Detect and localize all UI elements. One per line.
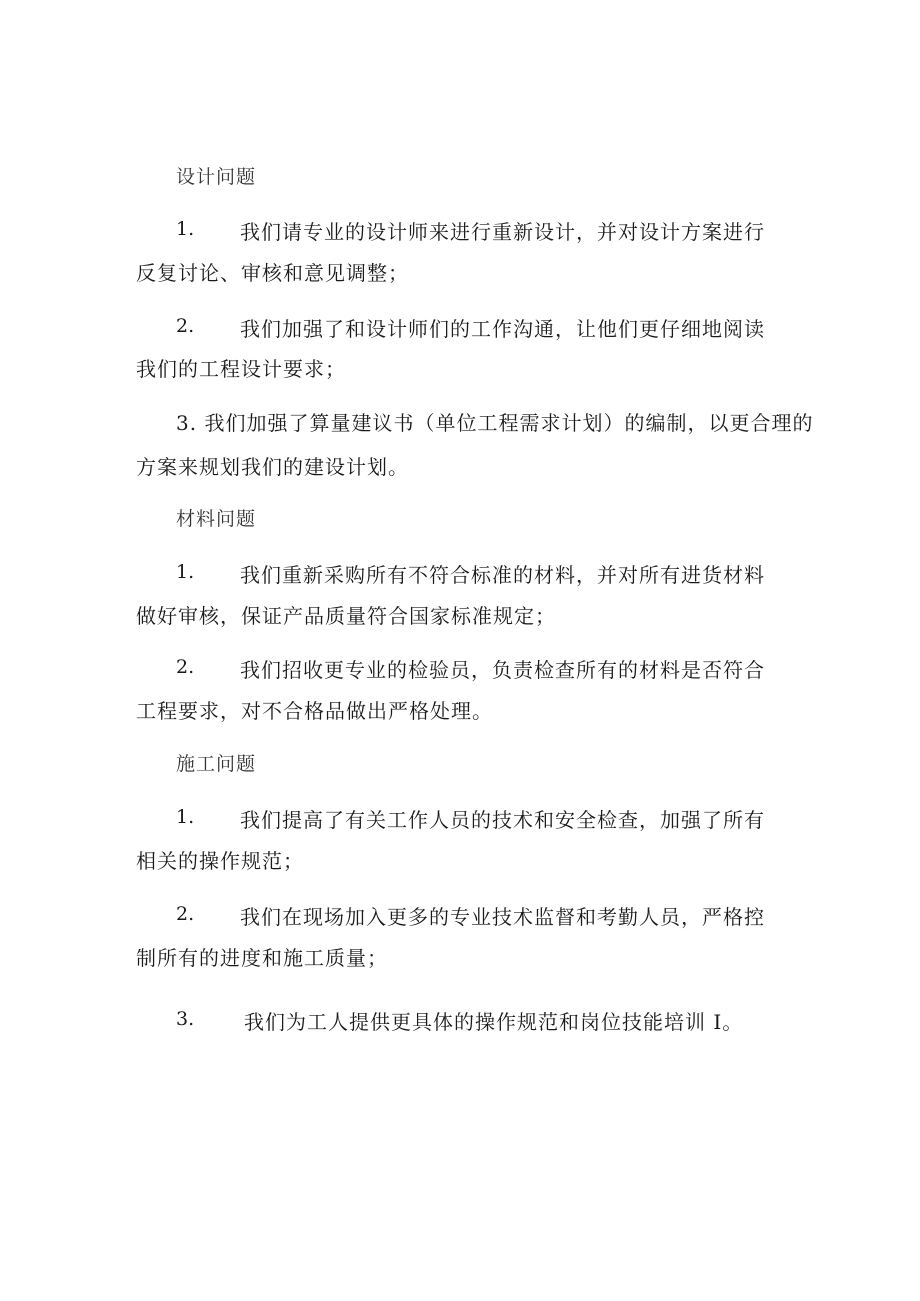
item-text-line: 我们招收更专业的检验员，负责检查所有的材料是否符合 (240, 658, 765, 682)
item-number: 3. (176, 1008, 195, 1030)
item-text-line: 反复讨论、审核和意见调整； (136, 261, 409, 285)
item-text-line: 我们在现场加入更多的专业技术监督和考勤人员，严格控 (240, 905, 765, 929)
section-heading-design: 设计问题 (176, 166, 257, 188)
section-heading-materials: 材料问题 (176, 508, 257, 530)
item-text-line: 我们提高了有关工作人员的技术和安全检查，加强了所有 (240, 808, 765, 832)
item-number: 2. (176, 656, 195, 678)
item-text-line: 3. 我们加强了算量建议书（单位工程需求计划）的编制，以更合理的 (176, 411, 814, 435)
item-number: 2. (176, 315, 195, 337)
item-text-line: 制所有的进度和施工质量； (136, 946, 388, 970)
item-text-line: 我们加强了和设计师们的工作沟通，让他们更仔细地阅读 (240, 317, 765, 341)
item-text-line: 我们的工程设计要求； (136, 357, 346, 381)
item-number: 1. (176, 806, 195, 828)
item-text-line: 工程要求，对不合格品做出严格处理。 (136, 699, 493, 723)
item-text-line: 方案来规划我们的建设计划。 (136, 455, 409, 479)
item-number: 1. (176, 561, 195, 583)
item-text-line: 我们请专业的设计师来进行重新设计，并对设计方案进行 (240, 220, 765, 244)
item-text-line: 我们为工人提供更具体的操作规范和岗位技能培训 I。 (244, 1010, 744, 1034)
item-number: 1. (176, 218, 195, 240)
item-text-line: 相关的操作规范； (136, 849, 304, 873)
item-number: 2. (176, 903, 195, 925)
section-heading-construction: 施工问题 (176, 753, 257, 775)
item-text-line: 我们重新采购所有不符合标准的材料，并对所有进货材料 (240, 563, 765, 587)
item-text-line: 做好审核，保证产品质量符合国家标准规定； (136, 604, 556, 628)
